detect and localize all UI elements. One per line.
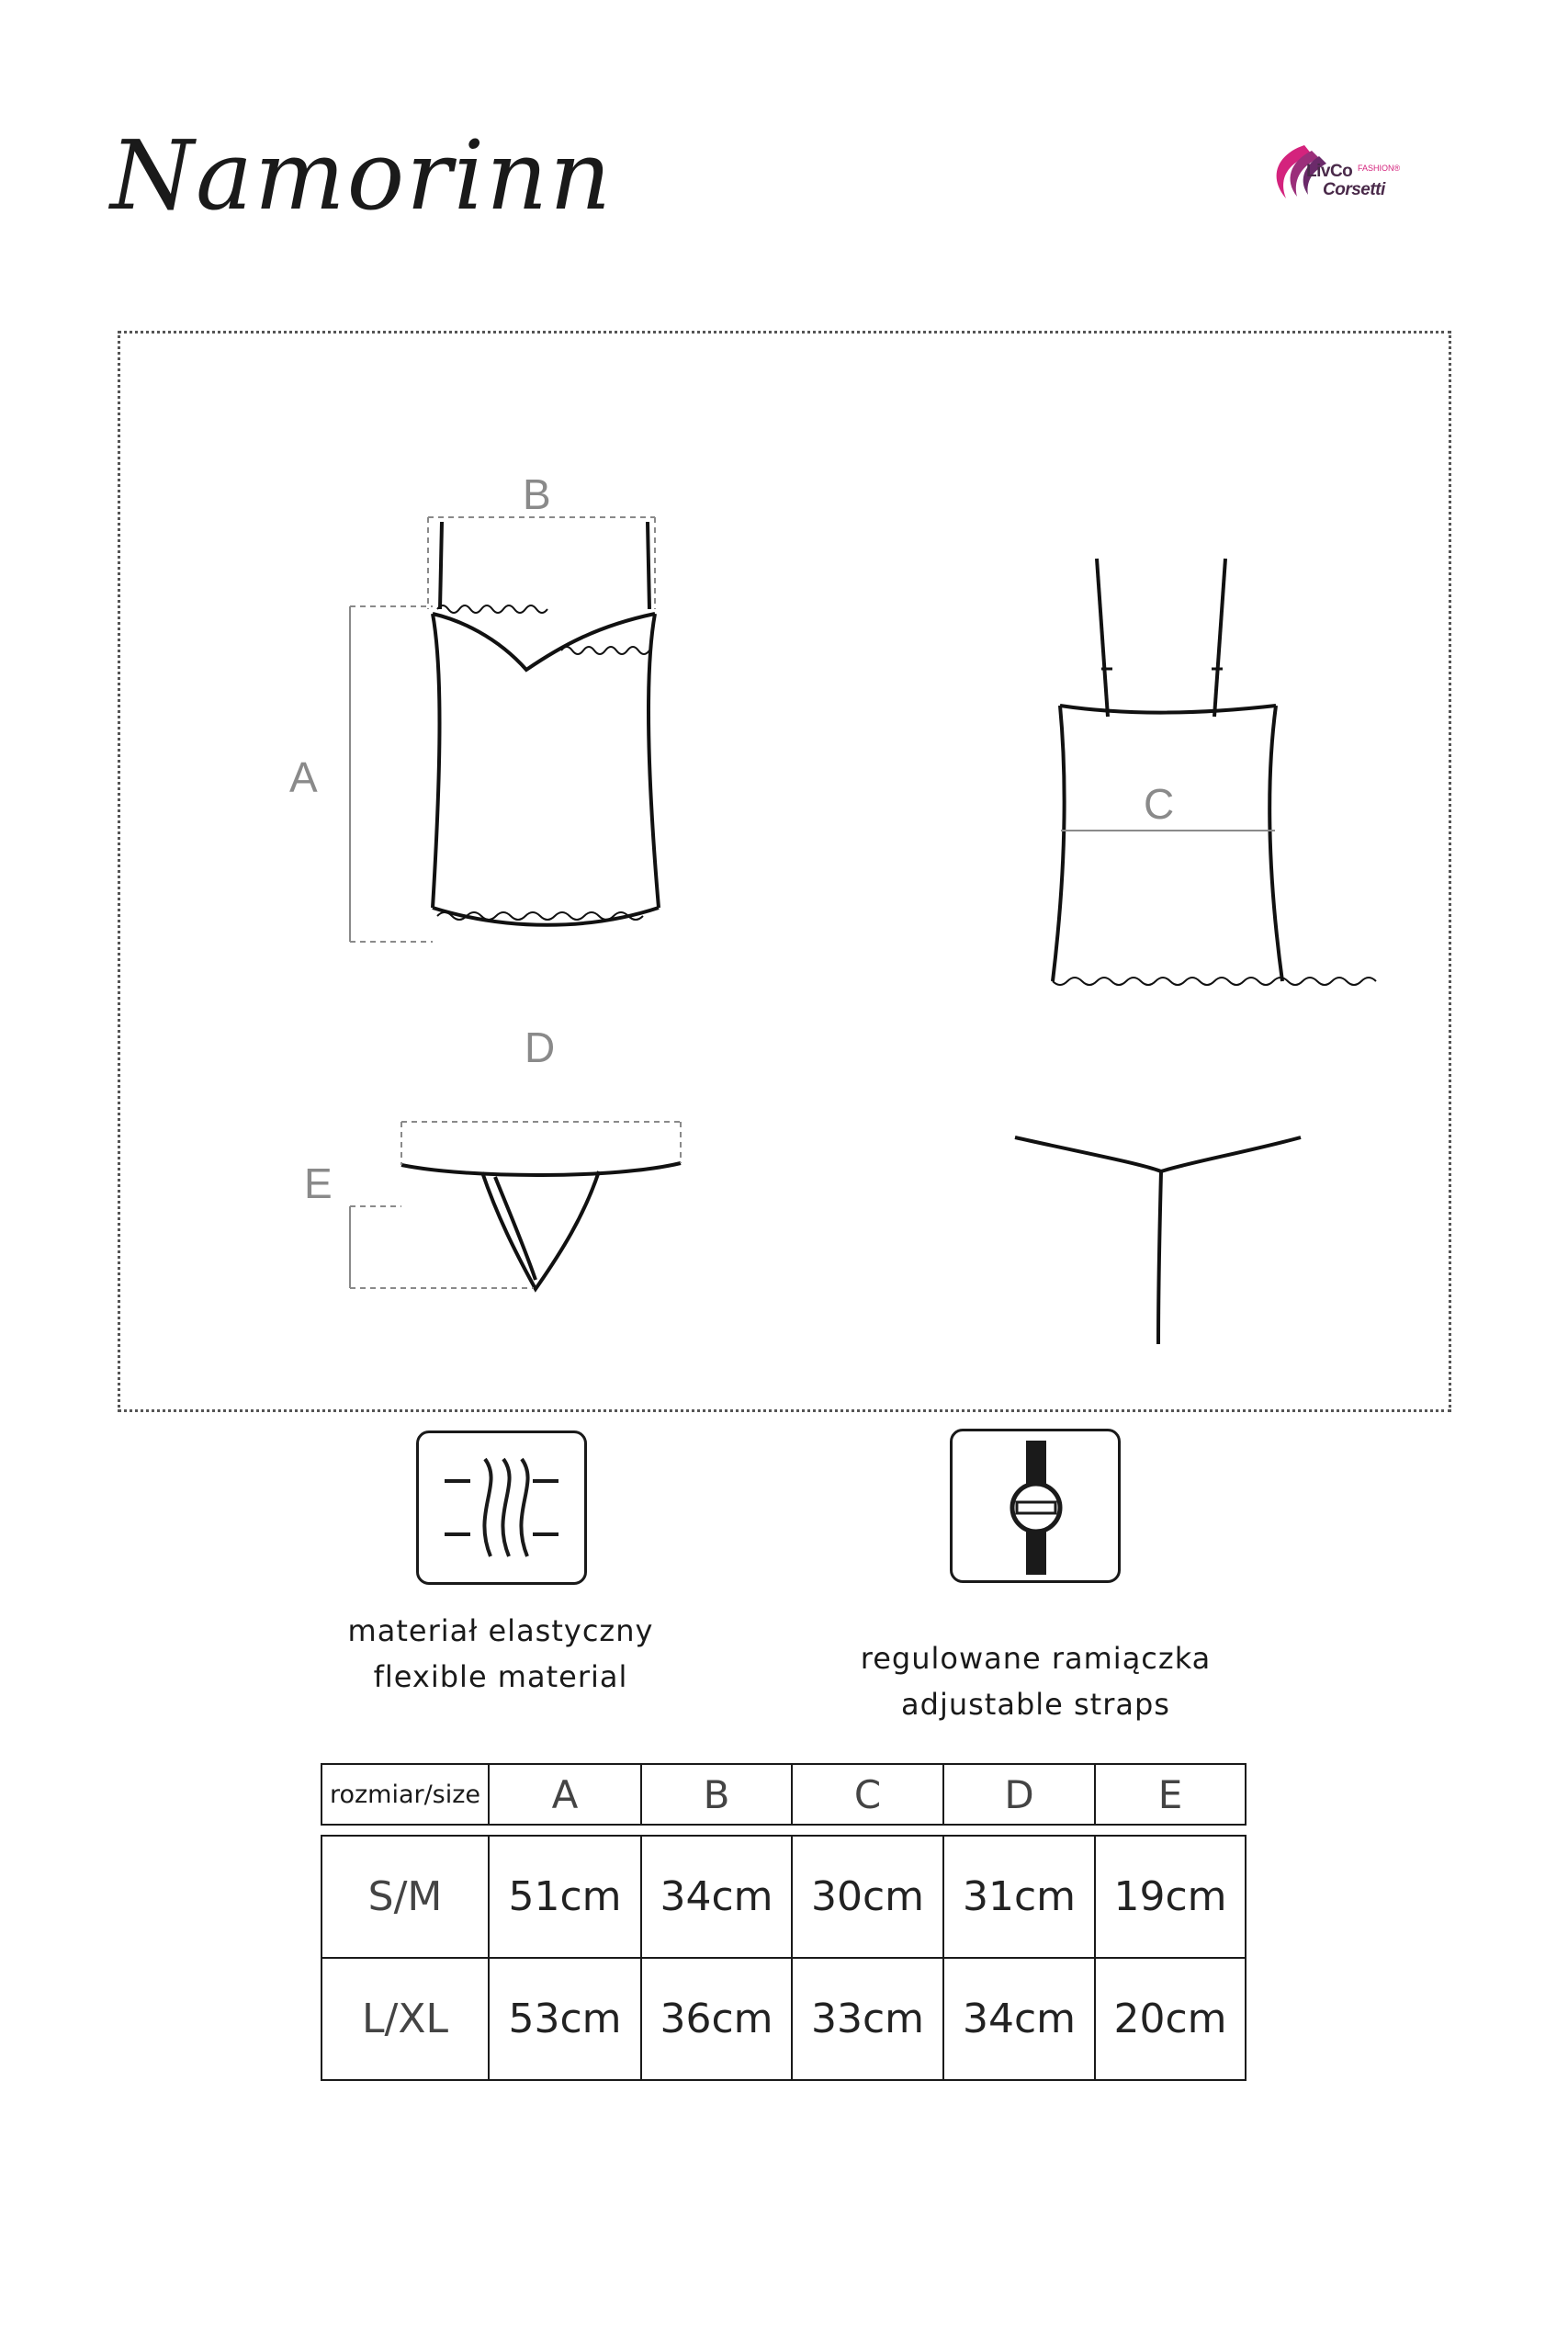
camisole-front-drawing [433, 522, 659, 925]
logo-fashion-text: FASHION® [1358, 164, 1401, 173]
strap-adjuster-icon [950, 1429, 1121, 1583]
column-header-c: C [792, 1764, 943, 1825]
camisole-back-drawing [1053, 559, 1282, 981]
thong-back-drawing [1015, 1137, 1301, 1344]
feature-adjustable-straps-en: adjustable straps [901, 1687, 1170, 1722]
table-cell: 34cm [943, 1958, 1095, 2080]
column-header-d: D [943, 1764, 1095, 1825]
table-cell: 34cm [641, 1836, 792, 1958]
logo-sub-text: Corsetti [1323, 180, 1385, 199]
table-cell: 31cm [943, 1836, 1095, 1958]
garment-diagram-frame [118, 331, 1451, 1412]
table-cell: 33cm [792, 1958, 943, 2080]
size-table-header-row [321, 1764, 1246, 1825]
size-column-header: rozmiar/size [321, 1764, 489, 1825]
table-cell: 53cm [489, 1958, 641, 2080]
stretch-waves-icon [416, 1430, 587, 1585]
table-row [321, 1836, 1246, 1958]
column-header-b: B [641, 1764, 792, 1825]
size-label: S/M [321, 1836, 489, 1958]
brand-logo [1258, 127, 1433, 209]
dimension-label-d: D [525, 1023, 556, 1071]
feature-flexible-material [303, 1608, 698, 1700]
dimension-guides-bottom [350, 1122, 681, 1288]
product-title: Namorinn [110, 119, 614, 232]
table-cell: 30cm [792, 1836, 943, 1958]
table-cell: 36cm [641, 1958, 792, 2080]
feature-adjustable-straps [808, 1635, 1263, 1727]
dimension-guides-top [350, 517, 655, 942]
dimension-label-c: C [1144, 780, 1175, 828]
camisole-lace-trim [437, 605, 649, 920]
feature-flexible-material-en: flexible material [373, 1659, 628, 1694]
feature-flexible-material-pl: materiał elastyczny [347, 1613, 654, 1648]
table-cell: 19cm [1095, 1836, 1246, 1958]
column-header-a: A [489, 1764, 641, 1825]
garment-diagram [120, 334, 1454, 1415]
dimension-label-e: E [304, 1159, 333, 1207]
feature-adjustable-straps-pl: regulowane ramiączka [860, 1641, 1212, 1676]
table-cell: 20cm [1095, 1958, 1246, 2080]
dimension-label-b: B [523, 470, 551, 518]
dimension-label-a: A [289, 753, 318, 801]
logo-brand-text: LivCo [1306, 162, 1353, 181]
thong-front-drawing [401, 1163, 681, 1289]
size-table [321, 1763, 1247, 2081]
table-row [321, 1958, 1246, 2080]
size-label: L/XL [321, 1958, 489, 2080]
table-cell: 51cm [489, 1836, 641, 1958]
column-header-e: E [1095, 1764, 1246, 1825]
